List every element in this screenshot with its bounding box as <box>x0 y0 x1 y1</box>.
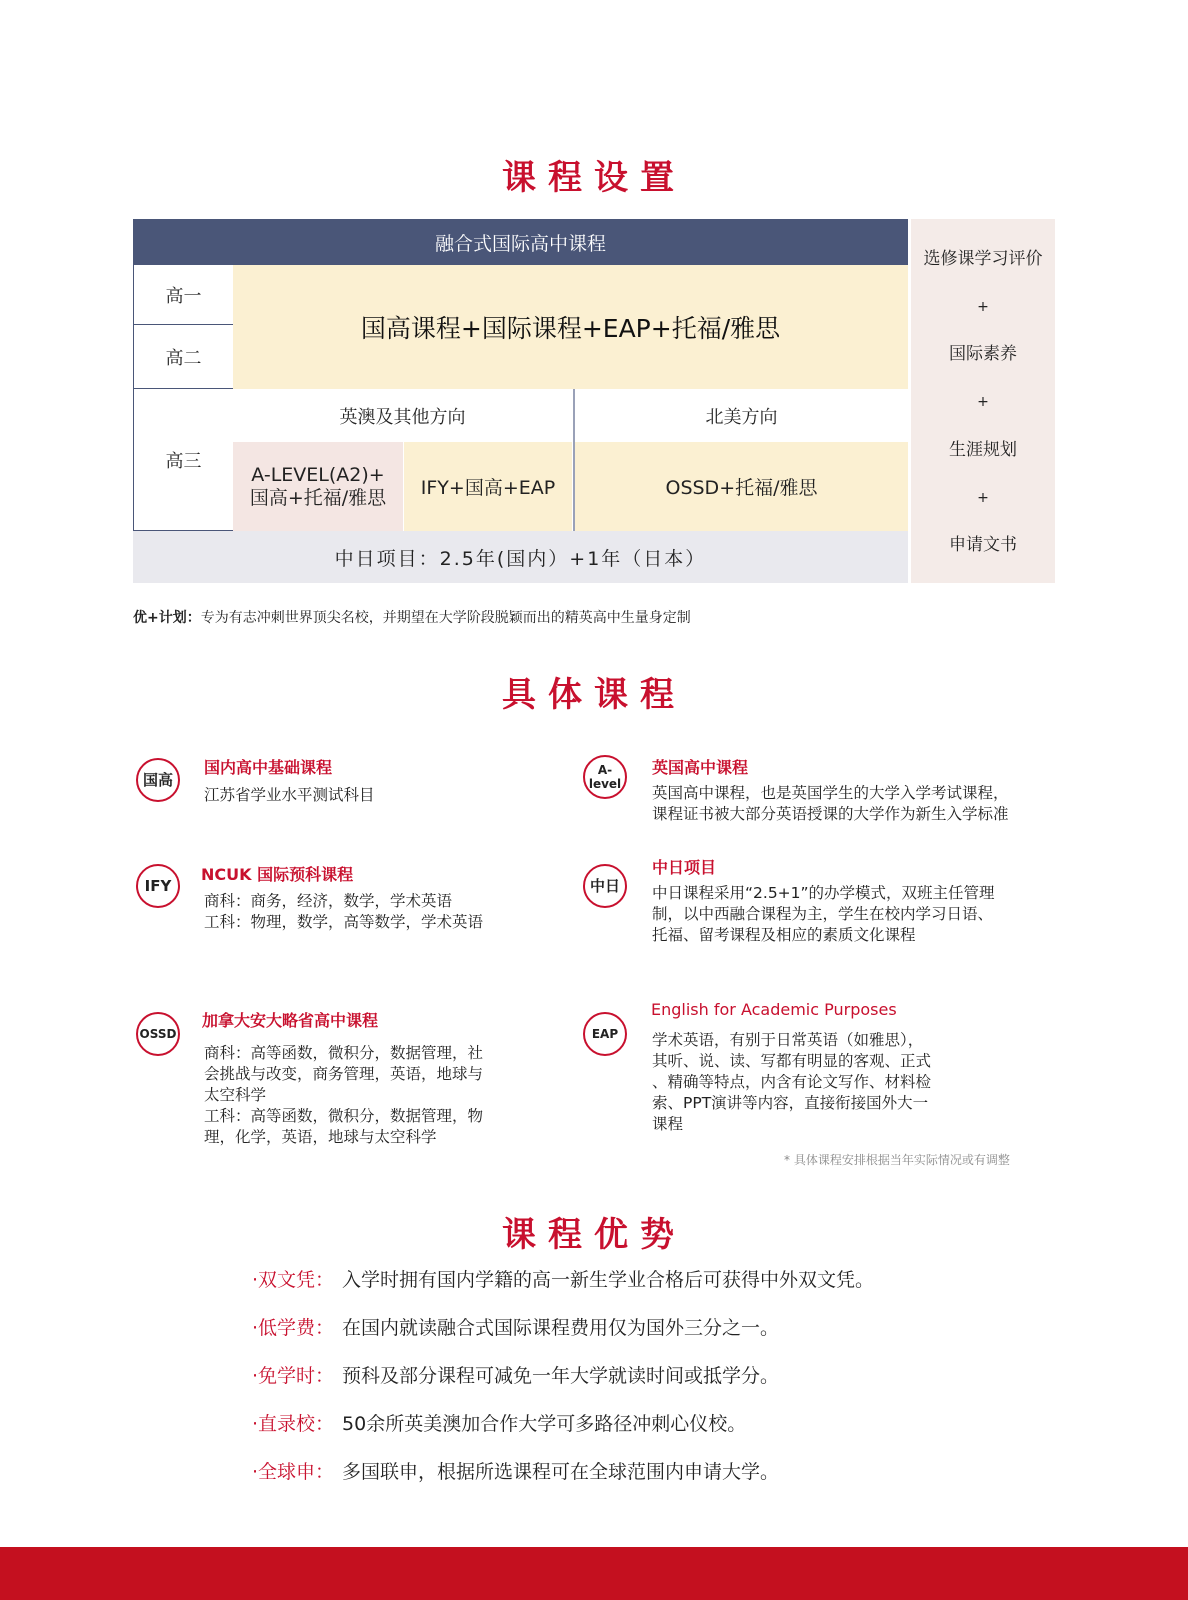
advantage-text: 在国内就读融合式国际课程费用仅为国外三分之一。 <box>342 1317 780 1339</box>
alevel-track-line1: A-LEVEL(A2)+ <box>251 463 385 486</box>
advantage-text: 多国联申，根据所选课程可在全球范围内申请大学。 <box>342 1461 780 1483</box>
ify-badge-icon: IFY <box>136 864 180 908</box>
side-item-application-docs: 申请文书 <box>949 535 1017 556</box>
plan-note-text: 专为有志冲刺世界顶尖名校，并期望在大学阶段脱颖而出的精英高中生量身定制 <box>200 610 691 626</box>
guogao-desc: 江苏省学业水平测试科目 <box>204 786 375 804</box>
side-plus: + <box>977 298 989 315</box>
eap-title: English for Academic Purposes <box>651 1000 897 1019</box>
table-header: 融合式国际高中课程 <box>133 219 908 265</box>
alevel-badge-line1: A- <box>597 763 613 777</box>
advantage-item <box>252 1265 874 1292</box>
direction-north-america-cell: 北美方向 <box>573 389 908 442</box>
alevel-desc: 英国高中课程，也是英国学生的大学入学考试课程， 课程证书被大部分英语授课的大学作为新生入学标准 <box>652 784 1009 823</box>
cnjp-title: 中日项目 <box>652 858 717 877</box>
alevel-badge-icon <box>583 755 627 799</box>
cnjp-badge-icon: 中日 <box>583 864 627 908</box>
eap-desc: 学术英语，有别于日常英语（如雅思）， 其听、说、读、写都有明显的客观、正式 、精确等特点，内含有论文写作、材料检 索、PPT演讲等内容，直接衔接国外大一 课程 <box>652 1031 932 1133</box>
advantage-item <box>252 1313 779 1340</box>
ossd-title: 加拿大安大略省高中课程 <box>202 1011 379 1030</box>
guogao-badge-icon: 国高 <box>136 758 180 802</box>
ify-title: NCUK 国际预科课程 <box>201 865 354 884</box>
side-item-intl-literacy: 国际素养 <box>949 344 1017 365</box>
alevel-track-line2: 国高+托福/雅思 <box>249 486 387 509</box>
ossd-badge-icon: OSSD <box>136 1012 180 1056</box>
side-column <box>911 219 1055 583</box>
advantage-item <box>252 1457 779 1484</box>
side-plus: + <box>977 394 989 411</box>
section-title-specific: 具体课程 <box>502 675 686 715</box>
ossd-track-cell: OSSD+托福/雅思 <box>573 442 908 531</box>
direction-uk-au-cell: 英澳及其他方向 <box>233 389 572 442</box>
section-title-advantages: 课程优势 <box>502 1215 686 1255</box>
bottom-bar <box>0 1547 1188 1600</box>
guogao-title: 国内高中基础课程 <box>204 758 333 777</box>
ify-desc: 商科：商务，经济，数学，学术英语 工科：物理，数学，高等数学，学术英语 <box>204 892 484 931</box>
advantage-label: ·双文凭： <box>252 1269 335 1291</box>
advantage-label: ·低学费： <box>252 1317 335 1339</box>
advantage-text: 入学时拥有国内学籍的高一新生学业合格后可获得中外双文凭。 <box>342 1269 875 1291</box>
advantage-item <box>252 1409 746 1436</box>
cnjp-desc: 中日课程采用“2.5+1”的办学模式，双班主任管理 制，以中西融合课程为主，学生在校内学习日语、 托福、留考课程及相应的素质文化课程 <box>652 884 995 944</box>
alevel-title: 英国高中课程 <box>652 758 749 777</box>
alevel-track-cell <box>233 442 403 531</box>
china-japan-project-cell: 中日项目：2.5年(国内）+1年（日本） <box>133 531 908 583</box>
grade-1-cell: 高一 <box>133 265 233 325</box>
plan-note-label: 优+计划： <box>133 610 201 626</box>
advantage-label: ·直录校： <box>252 1413 335 1435</box>
advantage-text: 50余所英美澳加合作大学可多路径冲刺心仪校。 <box>342 1413 747 1435</box>
side-item-career-planning: 生涯规划 <box>949 439 1017 460</box>
footnote: * 具体课程安排根据当年实际情况或有调整 <box>784 1153 1010 1167</box>
advantage-item <box>252 1361 779 1388</box>
ify-track-cell: IFY+国高+EAP <box>404 442 572 531</box>
ossd-desc: 商科：高等函数，微积分，数据管理，社 会挑战与改变，商务管理，英语，地球与 太空科学 工科：高等函数，微积分，数据管理，物 理，化学，英语，地球与太空科学 <box>204 1044 484 1146</box>
grade-3-cell: 高三 <box>133 389 233 531</box>
section-title-setup: 课程设置 <box>502 158 686 198</box>
eap-badge-icon: EAP <box>583 1012 627 1056</box>
advantage-label: ·免学时： <box>252 1365 335 1387</box>
side-plus: + <box>977 489 989 506</box>
advantage-label: ·全球申： <box>252 1461 335 1483</box>
side-item-elective-eval: 选修课学习评价 <box>923 249 1043 269</box>
main-course-cell: 国高课程+国际课程+EAP+托福/雅思 <box>233 265 908 389</box>
plan-note <box>133 607 691 627</box>
advantage-text: 预科及部分课程可减免一年大学就读时间或抵学分。 <box>342 1365 780 1387</box>
alevel-badge-line2: level <box>588 777 622 791</box>
grade-2-cell: 高二 <box>133 325 233 389</box>
